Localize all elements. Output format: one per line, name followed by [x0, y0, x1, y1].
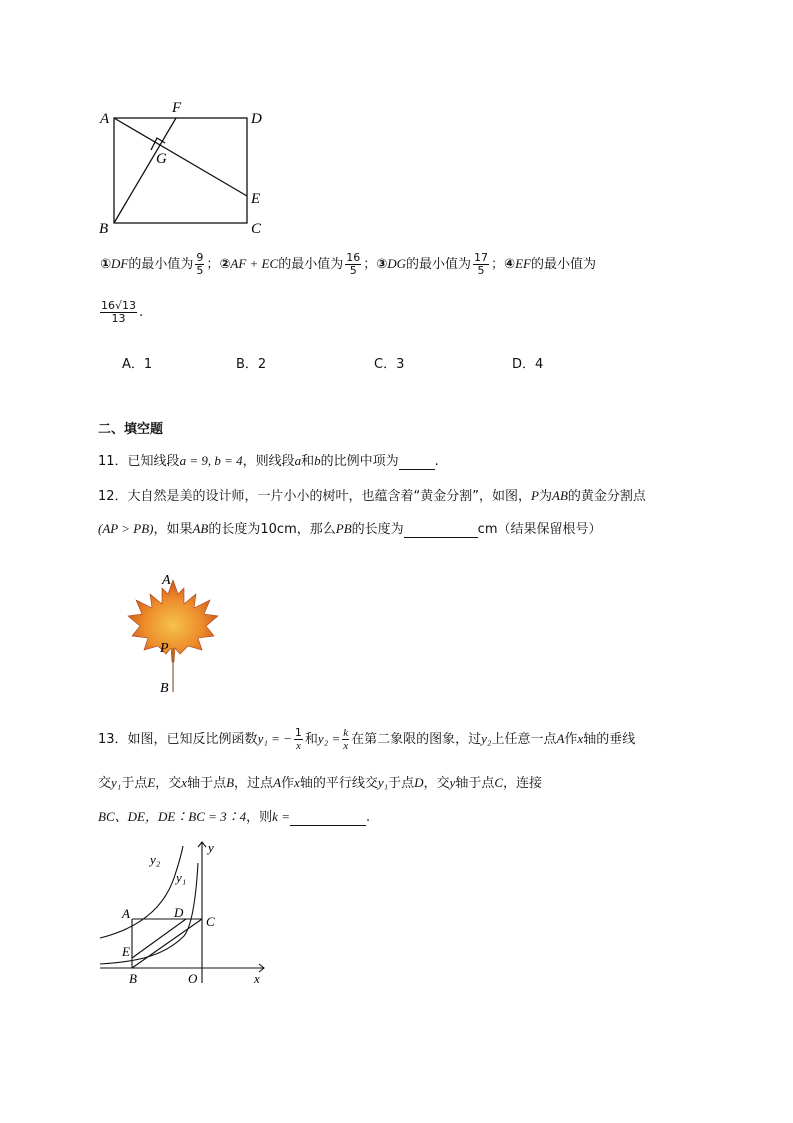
q13-l2-t3: ，交: [155, 776, 182, 791]
q13-text-2: 和: [304, 732, 318, 747]
question-13-line-3: [98, 806, 370, 826]
rectangle-abcd: [114, 118, 247, 223]
df-expr: DF: [111, 256, 129, 271]
label-d: D: [174, 905, 184, 920]
segment-ed: [132, 919, 186, 958]
q11-text-4: 的比例中项为: [320, 454, 399, 469]
curve-y2: [100, 846, 183, 938]
segment-bf: [114, 118, 176, 223]
label-c: C: [206, 914, 215, 929]
q11-number: 11．: [98, 454, 128, 469]
question-12-line-1: [98, 485, 646, 504]
q13-y1-expr: y₁ = −: [257, 731, 292, 746]
af-ec-expr: AF + EC: [230, 256, 279, 271]
statement-2-text: 的最小值为: [278, 257, 344, 272]
q13-l2-t2: 于点: [121, 776, 148, 791]
q13-x: x: [577, 731, 584, 746]
q13-y2: y₂: [481, 731, 492, 746]
period: .: [139, 305, 144, 320]
q13-point-a: A: [556, 731, 565, 746]
q12-text-4: ，如果: [153, 522, 193, 537]
statement-4-text: 的最小值为: [530, 257, 596, 272]
q10-statements: [100, 250, 596, 279]
q13-answer-blank[interactable]: [290, 810, 366, 826]
q13-l2-t5: ，过点: [234, 776, 274, 791]
q13-text-3: 在第二象限的图象，过: [351, 732, 482, 747]
q11-var-b: b: [314, 453, 321, 468]
label-o: O: [188, 971, 198, 983]
fraction-16-5: $\frac{16}{5}$: [346, 251, 361, 277]
leaf-label-p: P: [160, 641, 169, 656]
q11-expr: a = 9, b = 4: [179, 453, 243, 468]
q12-text-7: 的长度为: [351, 522, 404, 537]
q13-l2-t10: 轴于点: [455, 776, 495, 791]
statement-4-marker: ④: [504, 257, 516, 272]
fraction-9-5: $\frac{9}{5}$: [196, 251, 204, 277]
label-b: B: [99, 221, 109, 237]
statement-1-marker: ①: [100, 257, 112, 272]
ef-expr: EF: [515, 256, 531, 271]
q12-number: 12．: [98, 489, 128, 504]
q13-number: 13．: [98, 732, 128, 747]
label-c: C: [251, 221, 262, 237]
q13-l2-t7: 轴的平行线交: [299, 776, 378, 791]
q13-text-5: 作: [564, 732, 578, 747]
rectangle-figure: [95, 95, 275, 240]
maple-leaf-figure: [118, 570, 228, 695]
q13-y2-expr: y₂ =: [317, 731, 341, 746]
q11-answer-blank[interactable]: [399, 454, 435, 470]
q12-answer-blank[interactable]: [404, 522, 478, 538]
q13-l2-t11: ，连接: [503, 776, 543, 791]
statement-1-text: 的最小值为: [128, 257, 194, 272]
q13-y1: y₁: [111, 775, 122, 790]
q13-y: y: [449, 775, 456, 790]
q13-fraction-1-x: $\frac{1}{x}$: [294, 726, 302, 752]
question-11: [98, 450, 439, 470]
separator: ；: [363, 257, 377, 272]
q12-text-2: 为: [538, 489, 552, 504]
statement-2-marker: ②: [219, 257, 231, 272]
q12-var-p: P: [531, 488, 539, 503]
q13-y1-2: y₁: [377, 775, 389, 790]
fraction-17-5: $\frac{17}{5}$: [474, 251, 489, 277]
q10-fraction-line: [98, 300, 143, 325]
dg-expr: DG: [387, 256, 407, 271]
question-13-line-1: [98, 726, 635, 753]
label-x: x: [254, 971, 260, 983]
q12-text-1: 大自然是美的设计师，一片小小的树叶，也蕴含着“黄金分割”，如图，: [127, 489, 532, 504]
q13-period: .: [365, 810, 371, 825]
q13-x3: x: [294, 775, 300, 790]
q13-point-b: B: [226, 775, 235, 790]
q12-text-6: ，那么: [296, 522, 336, 537]
leaf-label-a: A: [162, 573, 171, 588]
q13-point-e: E: [147, 775, 156, 790]
q13-text-4: 上任意一点: [491, 732, 557, 747]
fraction-16sqrt13-13: $\frac{16√13}{13}$: [101, 299, 137, 325]
q13-ratio-expr: BC、DE，DE∶BC = 3∶4: [98, 809, 247, 824]
q12-text-3: 的黄金分割点: [567, 489, 646, 504]
q12-length: 10cm: [260, 522, 297, 537]
q12-text-8: （结果保留根号）: [497, 522, 602, 537]
q12-var-ab: AB: [552, 488, 568, 503]
separator: ；: [491, 257, 505, 272]
label-y: y: [208, 840, 214, 855]
label-y2: y₂: [150, 852, 161, 867]
q12-var-pb: PB: [335, 521, 352, 536]
q13-point-a-2: A: [273, 775, 282, 790]
label-f: F: [172, 100, 182, 116]
q13-point-d: D: [414, 775, 424, 790]
q13-l2-t8: 于点: [388, 776, 415, 791]
statement-3-text: 的最小值为: [406, 257, 472, 272]
segment-ae: [114, 118, 247, 196]
q11-text-1: 已知线段: [127, 454, 180, 469]
q10-option-b[interactable]: B．2: [236, 357, 267, 372]
q11-period: .: [434, 454, 439, 469]
q13-point-c: C: [494, 775, 504, 790]
q12-condition: (AP > PB): [98, 521, 154, 536]
label-b: B: [129, 971, 137, 983]
statement-3-marker: ③: [376, 257, 388, 272]
separator: ；: [206, 257, 220, 272]
segment-bc: [132, 919, 202, 968]
q13-k: k =: [272, 809, 290, 824]
q13-text-1: 如图，已知反比例函数: [127, 732, 258, 747]
q11-var-a: a: [294, 453, 302, 468]
label-g: G: [156, 151, 167, 167]
q11-text-2: ，则线段: [242, 454, 295, 469]
section-heading: 二、填空题: [98, 422, 164, 437]
question-12-line-2: [98, 518, 602, 538]
q13-l2-t9: ，交: [423, 776, 450, 791]
label-d: D: [251, 111, 262, 127]
q13-text-6: 轴的垂线: [583, 732, 636, 747]
q10-option-a[interactable]: A．1: [122, 357, 153, 372]
q13-l3-t1: ，则: [246, 810, 273, 825]
q13-l2-t6: 作: [281, 776, 295, 791]
q13-l2-t1: 交: [98, 776, 112, 791]
q10-option-d[interactable]: D．4: [512, 357, 544, 372]
q13-fraction-k-x: $\frac{k}{x}$: [343, 727, 349, 752]
label-a: A: [122, 906, 130, 921]
label-y1: y₁: [176, 870, 187, 885]
q12-text-5: 的长度为: [208, 522, 261, 537]
q13-x2: x: [181, 775, 188, 790]
q13-l2-t4: 轴于点: [187, 776, 227, 791]
question-13-line-2: [98, 772, 542, 791]
hyperbola-figure: [92, 838, 272, 983]
label-e: E: [122, 944, 130, 959]
q10-option-c[interactable]: C．3: [374, 357, 405, 372]
label-e: E: [251, 191, 261, 207]
q12-var-ab-2: AB: [192, 521, 209, 536]
q12-unit: cm: [477, 522, 498, 537]
label-a: A: [100, 111, 110, 127]
leaf-label-b: B: [160, 681, 169, 695]
q11-text-3: 和: [301, 454, 315, 469]
